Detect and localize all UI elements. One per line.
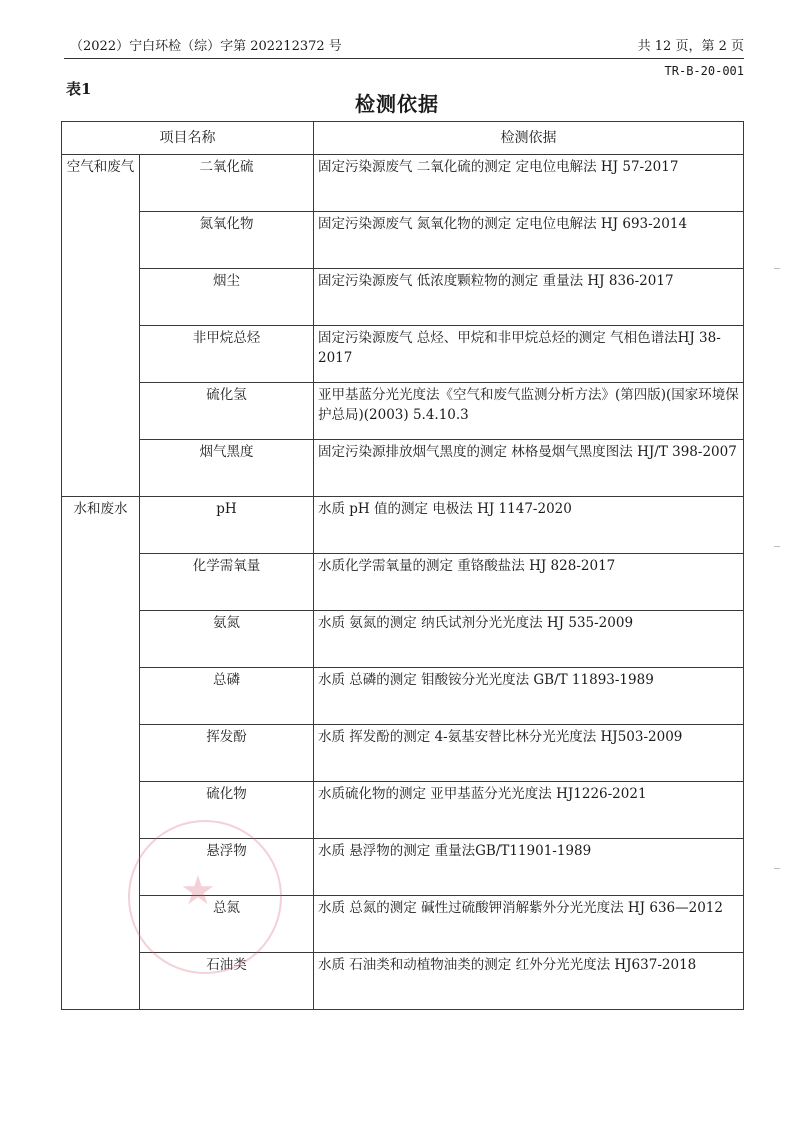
table-row [62,668,744,725]
table-row [62,497,744,554]
table-row [62,326,744,383]
document-code: TR-B-20-001 [664,64,744,78]
detection-method: 亚甲基蓝分光光度法《空气和废气监测分析方法》(第四版)(国家环境保护总局)(2003) 5.4.10.3 [314,383,744,440]
column-header-item: 项目名称 [62,122,314,155]
table-row [62,155,744,212]
table-row [62,896,744,953]
detection-method: 水质 pH 值的测定 电极法 HJ 1147-2020 [314,497,744,554]
detection-method: 固定污染源废气 总烃、甲烷和非甲烷总烃的测定 气相色谱法HJ 38-2017 [314,326,744,383]
item-name: 烟尘 [140,269,314,326]
detection-method: 固定污染源废气 低浓度颗粒物的测定 重量法 HJ 836-2017 [314,269,744,326]
item-name: pH [140,497,314,554]
page-header [64,38,744,59]
table-body [62,155,744,1010]
item-name: 非甲烷总烃 [140,326,314,383]
detection-method: 水质 悬浮物的测定 重量法GB/T11901-1989 [314,839,744,896]
detection-method: 固定污染源排放烟气黑度的测定 林格曼烟气黑度图法 HJ/T 398-2007 [314,440,744,497]
item-name: 总磷 [140,668,314,725]
item-name: 化学需氧量 [140,554,314,611]
table-row [62,611,744,668]
detection-method: 水质化学需氧量的测定 重铬酸盐法 HJ 828-2017 [314,554,744,611]
item-name: 硫化物 [140,782,314,839]
table-row [62,953,744,1010]
edge-mark [774,868,780,869]
page-title: 检测依据 [355,92,439,116]
table-row [62,782,744,839]
page-info: 共 12 页，第 2 页 [637,39,744,54]
item-name: 二氧化硫 [140,155,314,212]
item-name: 氨氮 [140,611,314,668]
detection-method: 固定污染源废气 氮氧化物的测定 定电位电解法 HJ 693-2014 [314,212,744,269]
category-water: 水和废水 [62,497,140,1010]
detection-method: 水质 石油类和动植物油类的测定 红外分光光度法 HJ637-2018 [314,953,744,1010]
column-header-basis: 检测依据 [314,122,744,155]
table-row [62,554,744,611]
detection-method: 水质 总磷的测定 钼酸铵分光光度法 GB/T 11893-1989 [314,668,744,725]
detection-method: 水质 氨氮的测定 纳氏试剂分光光度法 HJ 535-2009 [314,611,744,668]
item-name: 总氮 [140,896,314,953]
table-label: 表1 [66,80,92,98]
detection-basis-table [61,121,744,1010]
item-name: 氮氧化物 [140,212,314,269]
detection-method: 水质 挥发酚的测定 4-氨基安替比林分光光度法 HJ503-2009 [314,725,744,782]
table-row [62,440,744,497]
detection-method: 水质硫化物的测定 亚甲基蓝分光光度法 HJ1226-2021 [314,782,744,839]
table-row [62,269,744,326]
item-name: 石油类 [140,953,314,1010]
table-row [62,725,744,782]
seal-star-icon: ★ [180,868,216,914]
report-number: （2022）宁白环检（综）字第 202212372 号 [70,39,342,54]
table-row [62,212,744,269]
table-row [62,383,744,440]
detection-method: 水质 总氮的测定 碱性过硫酸钾消解紫外分光光度法 HJ 636—2012 [314,896,744,953]
edge-mark [774,268,780,269]
item-name: 烟气黑度 [140,440,314,497]
table-row [62,839,744,896]
edge-mark [774,546,780,547]
item-name: 悬浮物 [140,839,314,896]
item-name: 硫化氢 [140,383,314,440]
category-air: 空气和废气 [62,155,140,497]
item-name: 挥发酚 [140,725,314,782]
detection-method: 固定污染源废气 二氧化硫的测定 定电位电解法 HJ 57-2017 [314,155,744,212]
table-header-row [62,122,744,155]
